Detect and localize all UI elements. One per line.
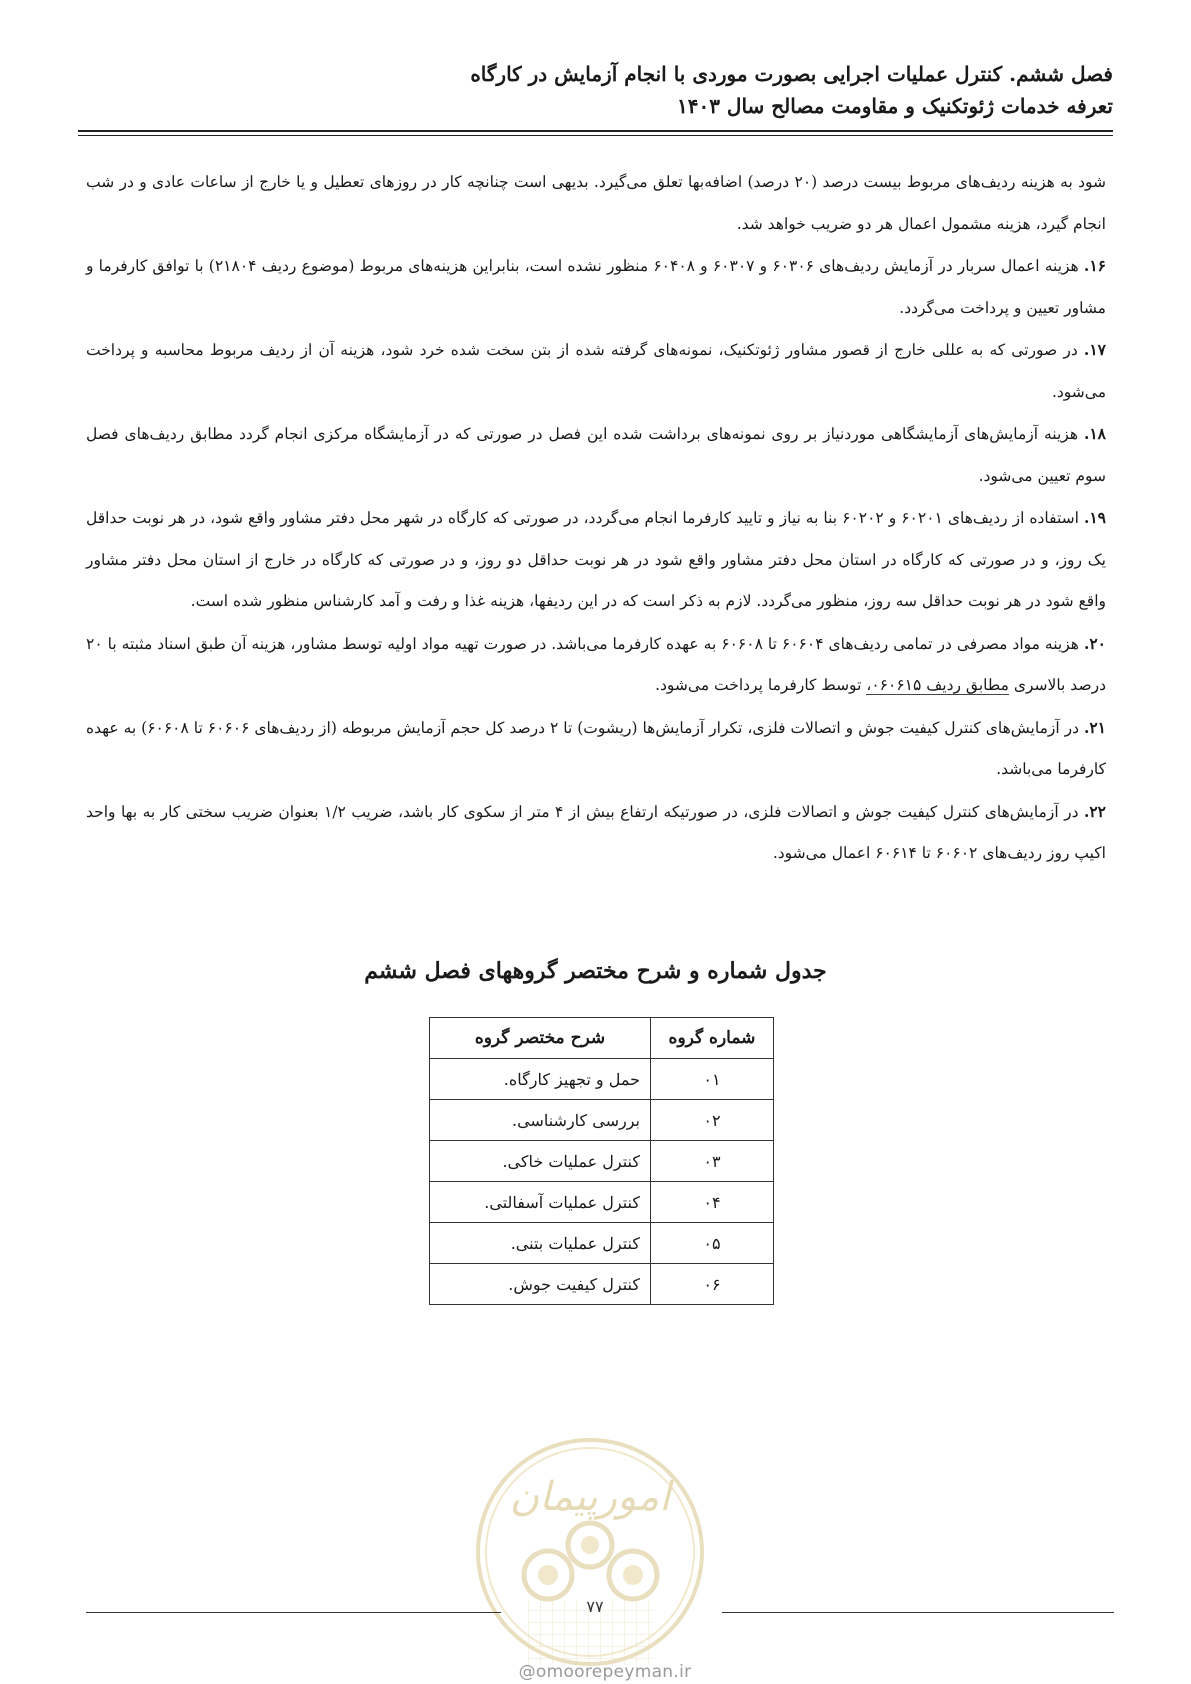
- paragraph-19: [86, 497, 1106, 623]
- footer-rule-left: [86, 1612, 501, 1613]
- paragraph-text-end: توسط کارفرما پرداخت می‌شود.: [655, 676, 862, 694]
- group-code: ۰۴: [651, 1182, 774, 1223]
- paragraph-text: استفاده از ردیف‌های ۶۰۲۰۱ و ۶۰۲۰۲ بنا به نیاز و تایید کارفرما انجام می‌گردد، در صورتی که کارگاه در شهر محل دفتر مشاور واقع شود، در هر نوبت حداقل یک روز، و در صورتی که کارگاه در استان محل دفتر مشاور واقع شود در هر نوبت حداقل دو روز، و در صورتی که کارگاه در خارج از استان محل دفتر مشاور واقع شود در هر نوبت حداقل سه روز، منظور می‌گردد. لازم به ذکر است که در این ردیفها، هزینه غذا و رفت و آمد کارشناس منظور شده است.: [86, 509, 1106, 610]
- watermark-text: امورپیمان: [509, 1474, 671, 1520]
- table-row: [430, 1182, 774, 1223]
- paragraph-text: هزینه اعمال سربار در آزمایش ردیف‌های ۶۰۳۰۶ و ۶۰۳۰۷ و ۶۰۴۰۸ منظور نشده است، بنابراین هزینه‌های مربوط (موضوع ردیف ۲۱۸۰۴) با توافق کارفرما و مشاور تعیین و پرداخت می‌گردد.: [86, 257, 1106, 317]
- table-row: [430, 1264, 774, 1305]
- page-header: [78, 58, 1113, 122]
- paragraph-text: هزینه مواد مصرفی در تمامی ردیف‌های ۶۰۶۰۴ تا ۶۰۶۰۸ به عهده کارفرما می‌باشد. در صورت تهیه مواد اولیه توسط مشاور، هزینه آن طبق اسناد مثبته با ۲۰ درصد بالاسری: [86, 634, 1106, 694]
- website-watermark: @omoorepeyman.ir: [518, 1662, 692, 1682]
- paragraph-number: ۱۷.: [1083, 340, 1106, 359]
- header-group-number: شماره گروه: [651, 1018, 774, 1059]
- paragraph-text: در آزمایش‌های کنترل کیفیت جوش و اتصالات فلزی، در صورتیکه ارتفاع بیش از ۴ متر از سکوی کار باشد، ضریب ۱/۲ بعنوان ضریب سختی کار به بها واحد اکیپ روز ردیف‌های ۶۰۶۰۲ تا ۶۰۶۱۴ اعمال می‌شود.: [86, 802, 1106, 862]
- paragraph-number: ۱۸.: [1083, 424, 1106, 443]
- group-description: کنترل عملیات بتنی.: [430, 1223, 651, 1264]
- table-header-row: [430, 1018, 774, 1059]
- table-row: [430, 1223, 774, 1264]
- paragraph-16: [86, 245, 1106, 329]
- group-description: کنترل عملیات آسفالتی.: [430, 1182, 651, 1223]
- notes-body: [86, 162, 1106, 875]
- group-code: ۰۵: [651, 1223, 774, 1264]
- group-code: ۰۲: [651, 1100, 774, 1141]
- paragraph-20: [86, 623, 1106, 707]
- table-row: [430, 1100, 774, 1141]
- group-code: ۰۱: [651, 1059, 774, 1100]
- watermark-logo: [468, 1430, 713, 1675]
- group-description: کنترل عملیات خاکی.: [430, 1141, 651, 1182]
- header-rule-thin: [78, 135, 1113, 136]
- paragraph-text: شود به هزینه ردیف‌های مربوط بیست درصد (۲۰ درصد) اضافه‌بها تعلق می‌گیرد. بدیهی است چنانچه کار در روزهای تعطیل و یا خارج از ساعات عادی و در شب انجام گیرد، هزینه مشمول اعمال هر دو ضریب خواهد شد.: [86, 173, 1107, 233]
- paragraph-number: ۲۲.: [1083, 801, 1106, 821]
- header-chapter-title: فصل ششم. کنترل عملیات اجرایی بصورت موردی با انجام آزمایش در کارگاه: [470, 62, 1113, 86]
- paragraph-number: ۱۹.: [1083, 508, 1107, 527]
- page-number: ۷۷: [586, 1597, 604, 1616]
- group-code: ۰۳: [651, 1141, 774, 1182]
- underlined-row-reference: مطابق ردیف ۰۶۰۶۱۵،: [866, 676, 1009, 694]
- group-description: بررسی کارشناسی.: [430, 1100, 651, 1141]
- table-title: جدول شماره و شرح مختصر گروههای فصل ششم: [364, 958, 827, 984]
- paragraph-text: هزینه آزمایش‌های آزمایشگاهی موردنیاز بر روی نمونه‌های برداشت شده این فصل در صورتی که در آزمایشگاه مرکزی انجام گردد مطابق ردیف‌های فصل سوم تعیین می‌شود.: [86, 425, 1106, 485]
- paragraph-number: ۲۰.: [1083, 633, 1106, 653]
- paragraph-22: [86, 791, 1106, 875]
- table-row: [430, 1059, 774, 1100]
- group-description: کنترل کیفیت جوش.: [430, 1264, 651, 1305]
- header-tariff-title: تعرفه خدمات ژئوتکنیک و مقاومت مصالح سال ۱۴۰۳: [676, 94, 1113, 118]
- table-row: [430, 1141, 774, 1182]
- paragraph-18: [86, 413, 1106, 497]
- paragraph-17: [86, 329, 1106, 413]
- paragraph-21: [86, 707, 1106, 791]
- group-description: حمل و تجهیز کارگاه.: [430, 1059, 651, 1100]
- footer-rule-right: [722, 1612, 1114, 1613]
- groups-table: [429, 1017, 774, 1305]
- paragraph-continuation: [86, 162, 1106, 245]
- paragraph-number: ۱۶.: [1083, 256, 1106, 275]
- paragraph-text: در صورتی که به عللی خارج از قصور مشاور ژئوتکنیک، نمونه‌های گرفته شده از بتن سخت شده خرد شود، هزینه آن از ردیف مربوط محاسبه و پرداخت می‌شود.: [86, 341, 1106, 401]
- group-code: ۰۶: [651, 1264, 774, 1305]
- header-group-description: شرح مختصر گروه: [430, 1018, 651, 1059]
- paragraph-number: ۲۱.: [1083, 717, 1107, 737]
- paragraph-text: در آزمایش‌های کنترل کیفیت جوش و اتصالات فلزی، تکرار آزمایش‌ها (ریشوت) تا ۲ درصد کل حجم آزمایش مربوطه (از ردیف‌های ۶۰۶۰۶ تا ۶۰۶۰۸) به عهده کارفرما می‌باشد.: [86, 718, 1106, 778]
- header-rule-thick: [78, 130, 1113, 132]
